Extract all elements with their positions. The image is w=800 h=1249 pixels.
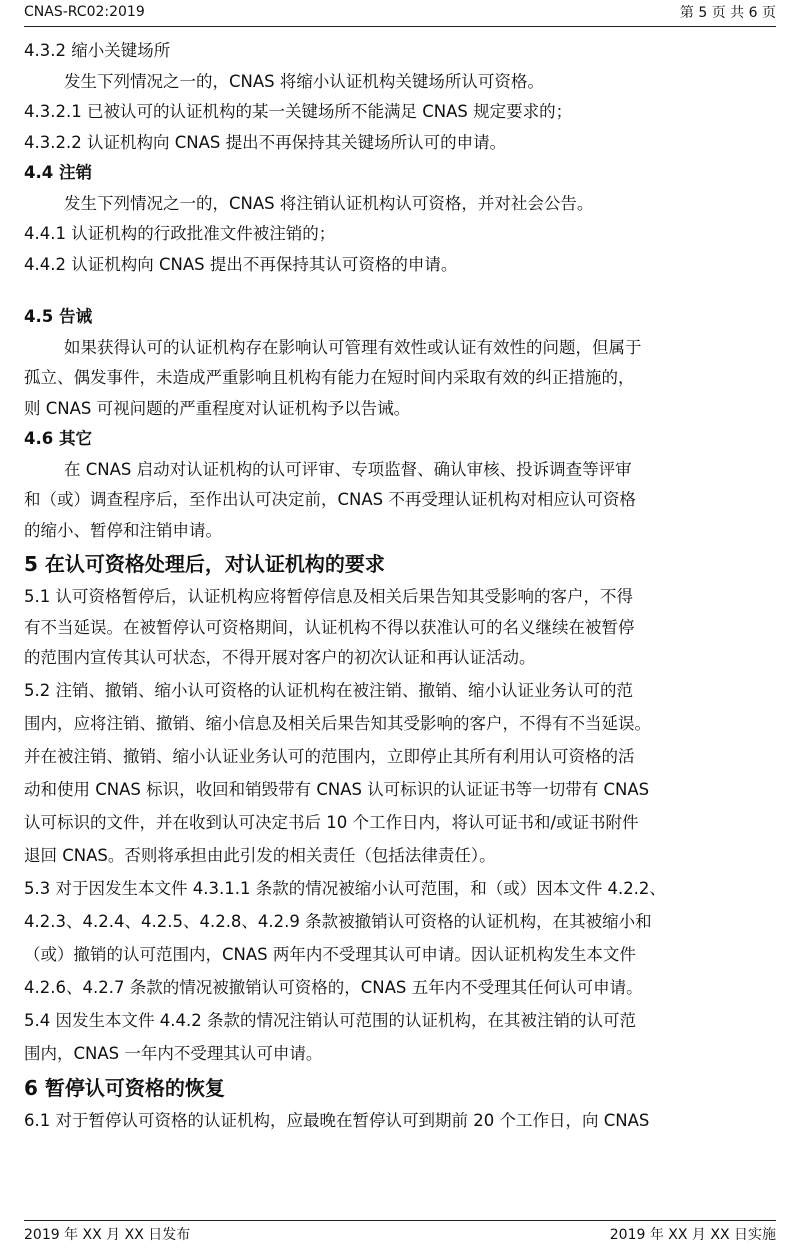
section-heading-4-5: 4.5 告诫 <box>24 307 92 326</box>
paragraph-line: 的缩小、暂停和注销申请。 <box>24 520 222 540</box>
clause-5-4: 5.4 因发生本文件 4.4.2 条款的情况注销认可范围的认证机构，在其被注销的认可范 <box>24 1010 636 1030</box>
header-divider <box>24 26 776 27</box>
document-body <box>24 36 760 1136</box>
paragraph-line: 孤立、偶发事件，未造成严重影响且机构有能力在短时间内采取有效的纠正措施的， <box>24 368 635 387</box>
clause-4-4-1: 4.4.1 认证机构的行政批准文件被注销的； <box>24 224 336 243</box>
paragraph-line: 的范围内宣传其认可状态，不得开展对客户的初次认证和再认证活动。 <box>24 648 536 667</box>
paragraph-line: 并在被注销、撤销、缩小认证业务认可的范围内，立即停止其所有利用认可资格的活 <box>24 746 635 766</box>
clause-4-4-2: 4.4.2 认证机构向 CNAS 提出不再保持其认可资格的申请。 <box>24 254 458 274</box>
paragraph-line: 认可标识的文件，并在收到认可决定书后 10 个工作日内，将认可证书和/或证书附件 <box>24 812 639 832</box>
page-header <box>24 0 776 24</box>
page-info: 第 5 页 共 6 页 <box>679 5 776 21</box>
paragraph-line: 在 CNAS 启动对认证机构的认可评审、专项监督、确认审核、投诉调查等评审 <box>64 459 632 479</box>
paragraph-line: 和（或）调查程序后，至作出认可决定前，CNAS 不再受理认证机构对相应认可资格 <box>24 490 636 509</box>
chapter-heading-6: 6 暂停认可资格的恢复 <box>24 1075 225 1100</box>
clause-6-1: 6.1 对于暂停认可资格的认证机构，应最晚在暂停认可到期前 20 个工作日，向 CNAS <box>24 1110 650 1130</box>
clause-4-3-2-1: 4.3.2.1 已被认可的认证机构的某一关键场所不能满足 CNAS 规定要求的； <box>24 102 573 121</box>
paragraph-line: 4.2.3、4.2.4、4.2.5、4.2.8、4.2.9 条款被撤销认可资格的认证机构，在其被缩小和 <box>24 911 652 931</box>
page-footer <box>24 1222 776 1246</box>
paragraph-line: （或）撤销的认可范围内，CNAS 两年内不受理其认可申请。因认证机构发生本文件 <box>24 944 636 964</box>
paragraph-line: 围内，CNAS 一年内不受理其认可申请。 <box>24 1043 323 1063</box>
section-heading-4-6: 4.6 其它 <box>24 429 92 448</box>
paragraph-line: 如果获得认可的认证机构存在影响认可管理有效性或认证有效性的问题，但属于 <box>64 337 642 357</box>
issue-date: 2019 年 XX 月 XX 日发布 <box>24 1227 191 1243</box>
paragraph-line: 发生下列情况之一的，CNAS 将注销认证机构认可资格，并对社会公告。 <box>64 193 594 213</box>
paragraph-line: 有不当延误。在被暂停认可资格期间，认证机构不得以获准认可的名义继续在被暂停 <box>24 617 635 637</box>
section-heading-4-4: 4.4 注销 <box>24 163 92 182</box>
paragraph-line: 围内，应将注销、撤销、缩小信息及相关后果告知其受影响的客户，不得有不当延误。 <box>24 713 651 733</box>
clause-5-1: 5.1 认可资格暂停后，认证机构应将暂停信息及相关后果告知其受影响的客户，不得 <box>24 587 633 606</box>
paragraph-line: 发生下列情况之一的，CNAS 将缩小认证机构关键场所认可资格。 <box>64 71 544 91</box>
clause-5-3: 5.3 对于因发生本文件 4.3.1.1 条款的情况被缩小认可范围，和（或）因本文件 4.2.2、 <box>24 878 666 898</box>
footer-divider <box>24 1220 776 1221</box>
paragraph-line: 退回 CNAS。否则将承担由此引发的相关责任（包括法律责任）。 <box>24 845 496 865</box>
section-heading-4-3-2: 4.3.2 缩小关键场所 <box>24 41 171 60</box>
clause-4-3-2-2: 4.3.2.2 认证机构向 CNAS 提出不再保持其关键场所认可的申请。 <box>24 132 507 152</box>
paragraph-line: 4.2.6、4.2.7 条款的情况被撤销认可资格的，CNAS 五年内不受理其任何认可申请。 <box>24 977 643 997</box>
paragraph-line: 动和使用 CNAS 标识，收回和销毁带有 CNAS 认可标识的认证证书等一切带有 CNAS <box>24 779 650 799</box>
document-code: CNAS-RC02:2019 <box>24 4 145 20</box>
effective-date: 2019 年 XX 月 XX 日实施 <box>609 1227 776 1243</box>
spacer <box>24 280 760 302</box>
clause-5-2: 5.2 注销、撤销、缩小认可资格的认证机构在被注销、撤销、缩小认证业务认可的范 <box>24 680 633 700</box>
chapter-heading-5: 5 在认可资格处理后，对认证机构的要求 <box>24 552 385 576</box>
paragraph-line: 则 CNAS 可视问题的严重程度对认证机构予以告诫。 <box>24 398 411 418</box>
